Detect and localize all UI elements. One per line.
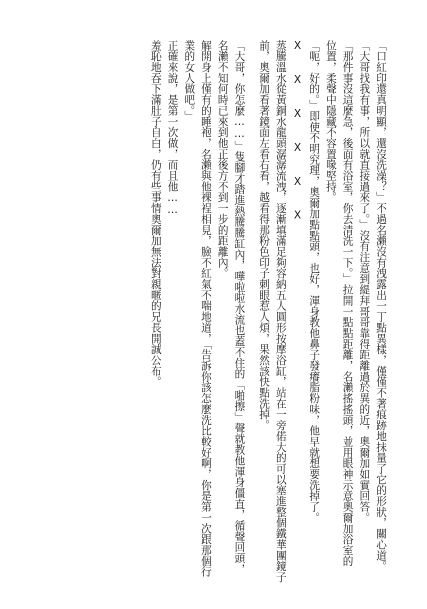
scene-break: X X X X X X [291, 40, 304, 222]
text-column-1: 「口紅印還真明顯，還沒洗澡？」不過名瀨沒有洩露出一丁點異樣，僅僅不著痕跡地抹量了它的形狀，關心道。 [375, 40, 387, 572]
text-column-13: 正確來說，是第一次做，而且他…… [166, 40, 179, 217]
vertical-body-text [147, 40, 389, 583]
paragraph-gap [247, 40, 255, 580]
text-column-7: 蒸騰溫水從黃銅水龍頭潺潺流洩，逐漸填滿足夠容納五人圓形按摩浴缸，站在一旁偌大的可以塞進整個鐵華團鏡子 [274, 40, 287, 583]
text-column-8: 前，奧爾加看著鏡面左看右看，越看得那粉色印子刺眼惹人煩，果然該快點洗掉。 [258, 40, 271, 431]
text-column-9: 「大哥，你怎麼……」隻腳才踏進熱騰騰缸內，嘩啦啦水流也蓋不住的「啪擦」聲就教他渾身僵直，循聲回頭， [233, 40, 246, 575]
text-column-10: 名瀨不知何時已來到他正後方不到一步的距離內。 [216, 40, 229, 279]
text-column-12: 業的女人做吧。」 [183, 40, 196, 122]
text-column-2: 「大哥找我有事，所以就直接過來了。」沒有注意到緹拜哥哥靠得距離過於異的近，奧爾加如實回答。 [358, 40, 371, 523]
text-column-5: 「呃，好的。」即使不明究理，奧爾加點點頭，也好，渾身教他鼻子發癢脂粉味，他早就想要洗掉了。 [308, 40, 321, 523]
text-column-4: 位置，柔聲中隱藏不容置喙堅持。 [324, 40, 337, 203]
text-column-3: 「那件事沒這麼急，後面有浴室，你去清洗一下。」拉開一點點距離，名瀨搖搖頭，並用眼神示意奧爾加浴室的 [341, 40, 354, 567]
text-column-14: 羞恥地吞下滿肚子自白，仍有些事情奧爾加無法對親暱的兄長開誠公布。 [149, 40, 162, 388]
text-column-11: 解開身上僅有的睡袍，名瀨與他裸裎相見，臉不紅氣不喘地道，「告訴你該怎麼洗比較好啊，你是第一次跟那個行 [199, 40, 212, 578]
